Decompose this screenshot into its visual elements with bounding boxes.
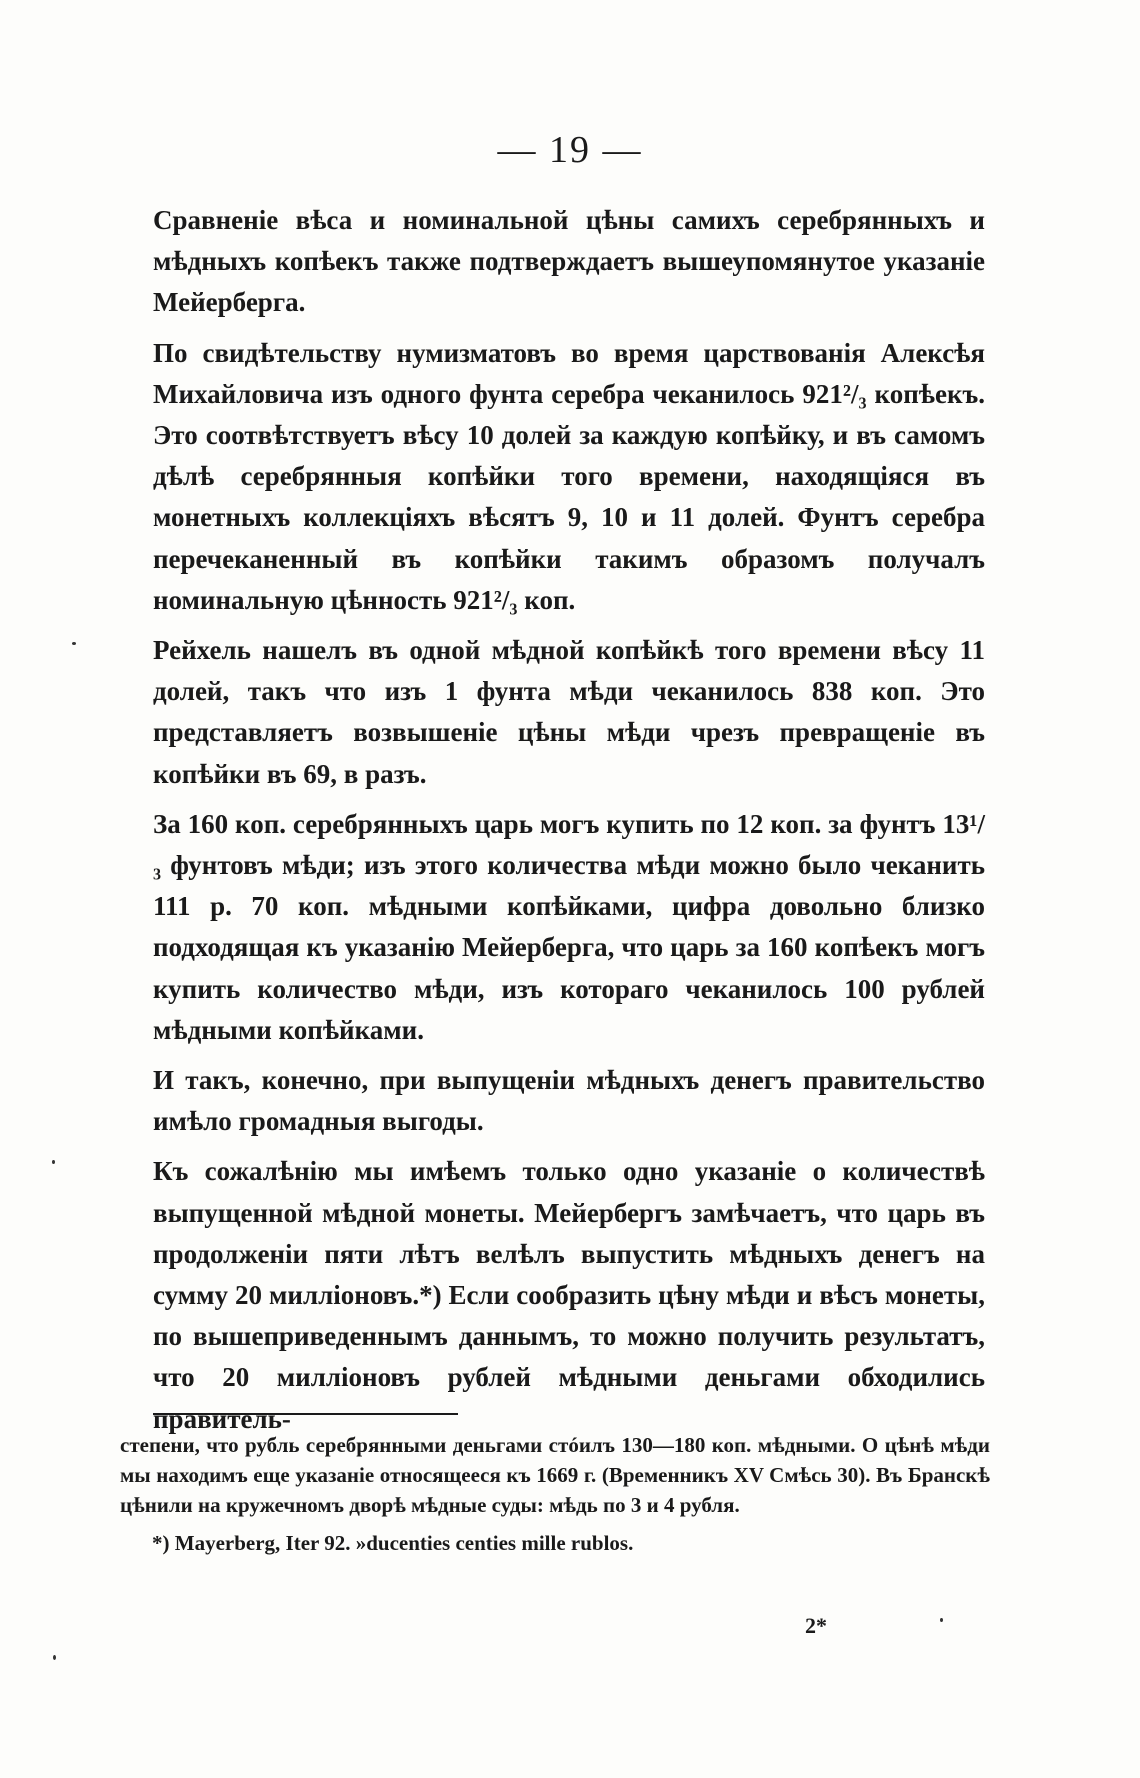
footnote-reference: *) Mayerberg, Iter 92. »ducenties centies mille rublos. [152, 1531, 634, 1555]
scan-speck [53, 1655, 56, 1660]
paragraph: Сравненіе вѣса и номинальной цѣны самихъ серебрянныхъ и мѣдныхъ копѣекъ также подтверждаетъ вышеупомянутое указаніе Мейерберга. [153, 205, 985, 318]
page-number: — 19 — [497, 129, 643, 171]
printer-signature: 2* [805, 1613, 827, 1638]
footnotes [120, 1430, 990, 1566]
paragraph: За 160 коп. серебрянныхъ царь могъ купить по 12 коп. за фунтъ 13¹/₃ фунтовъ мѣди; изъ этого количества мѣди можно было чеканить 111 р. 70 коп. мѣдными копѣйками, цифра довольно близко подходящая къ указанію Мейерберга, что царь за 160 копѣекъ могъ купить количество мѣди, изъ котораго чеканилось 100 рублей мѣдными копѣйками. [153, 808, 985, 1045]
main-text [153, 200, 985, 1449]
scan-speck [52, 1160, 55, 1164]
paragraph: По свидѣтельству нумизматовъ во время царствованія Алексѣя Михайловича изъ одного фунта серебра чеканилось 921²/₃ копѣекъ. Это соотвѣтствуетъ вѣсу 10 долей за каждую копѣйку, и въ самомъ дѣлѣ серебрянныя копѣйки того времени, находящіяся въ монетныхъ коллекціяхъ вѣсятъ 9, 10 и 11 долей. Фунтъ серебра перечеканенный въ копѣйки такимъ образомъ получалъ номинальную цѣнность 921²/₃ коп. [153, 337, 985, 615]
footnote-divider [153, 1413, 458, 1415]
scan-speck [940, 1618, 943, 1622]
scan-speck [72, 642, 76, 645]
paragraph: Рейхель нашелъ въ одной мѣдной копѣйкѣ того времени вѣсу 11 долей, такъ что изъ 1 фунта мѣди чеканилось 838 коп. Это представляетъ возвышеніе цѣны мѣди чрезъ превращеніе въ копѣйки въ 69, в разъ. [153, 635, 985, 789]
footnote-continuation: степени, что рубль серебрянными деньгами стóилъ 130—180 коп. мѣдными. О цѣнѣ мѣди мы находимъ еще указаніе относящееся къ 1669 г. (Временникъ XV Смѣсь 30). Въ Бранскѣ цѣнили на кружечномъ дворѣ мѣдные суды: мѣдь по 3 и 4 рубля. [120, 1433, 990, 1517]
paragraph: И такъ, конечно, при выпущеніи мѣдныхъ денегъ правительство имѣло громадныя выгоды. [153, 1065, 985, 1137]
paragraph: Къ сожалѣнію мы имѣемъ только одно указаніе о количествѣ выпущенной мѣдной монеты. Мейербергъ замѣчаетъ, что царь въ продолженіи пяти лѣтъ велѣлъ выпустить мѣдныхъ денегъ на сумму 20 милліоновъ.*) Если сообразить цѣну мѣди и вѣсъ монеты, по вышеприведеннымъ даннымъ, то можно получить результатъ, что 20 милліоновъ рублей мѣдными деньгами обходились правитель- [153, 1156, 985, 1434]
